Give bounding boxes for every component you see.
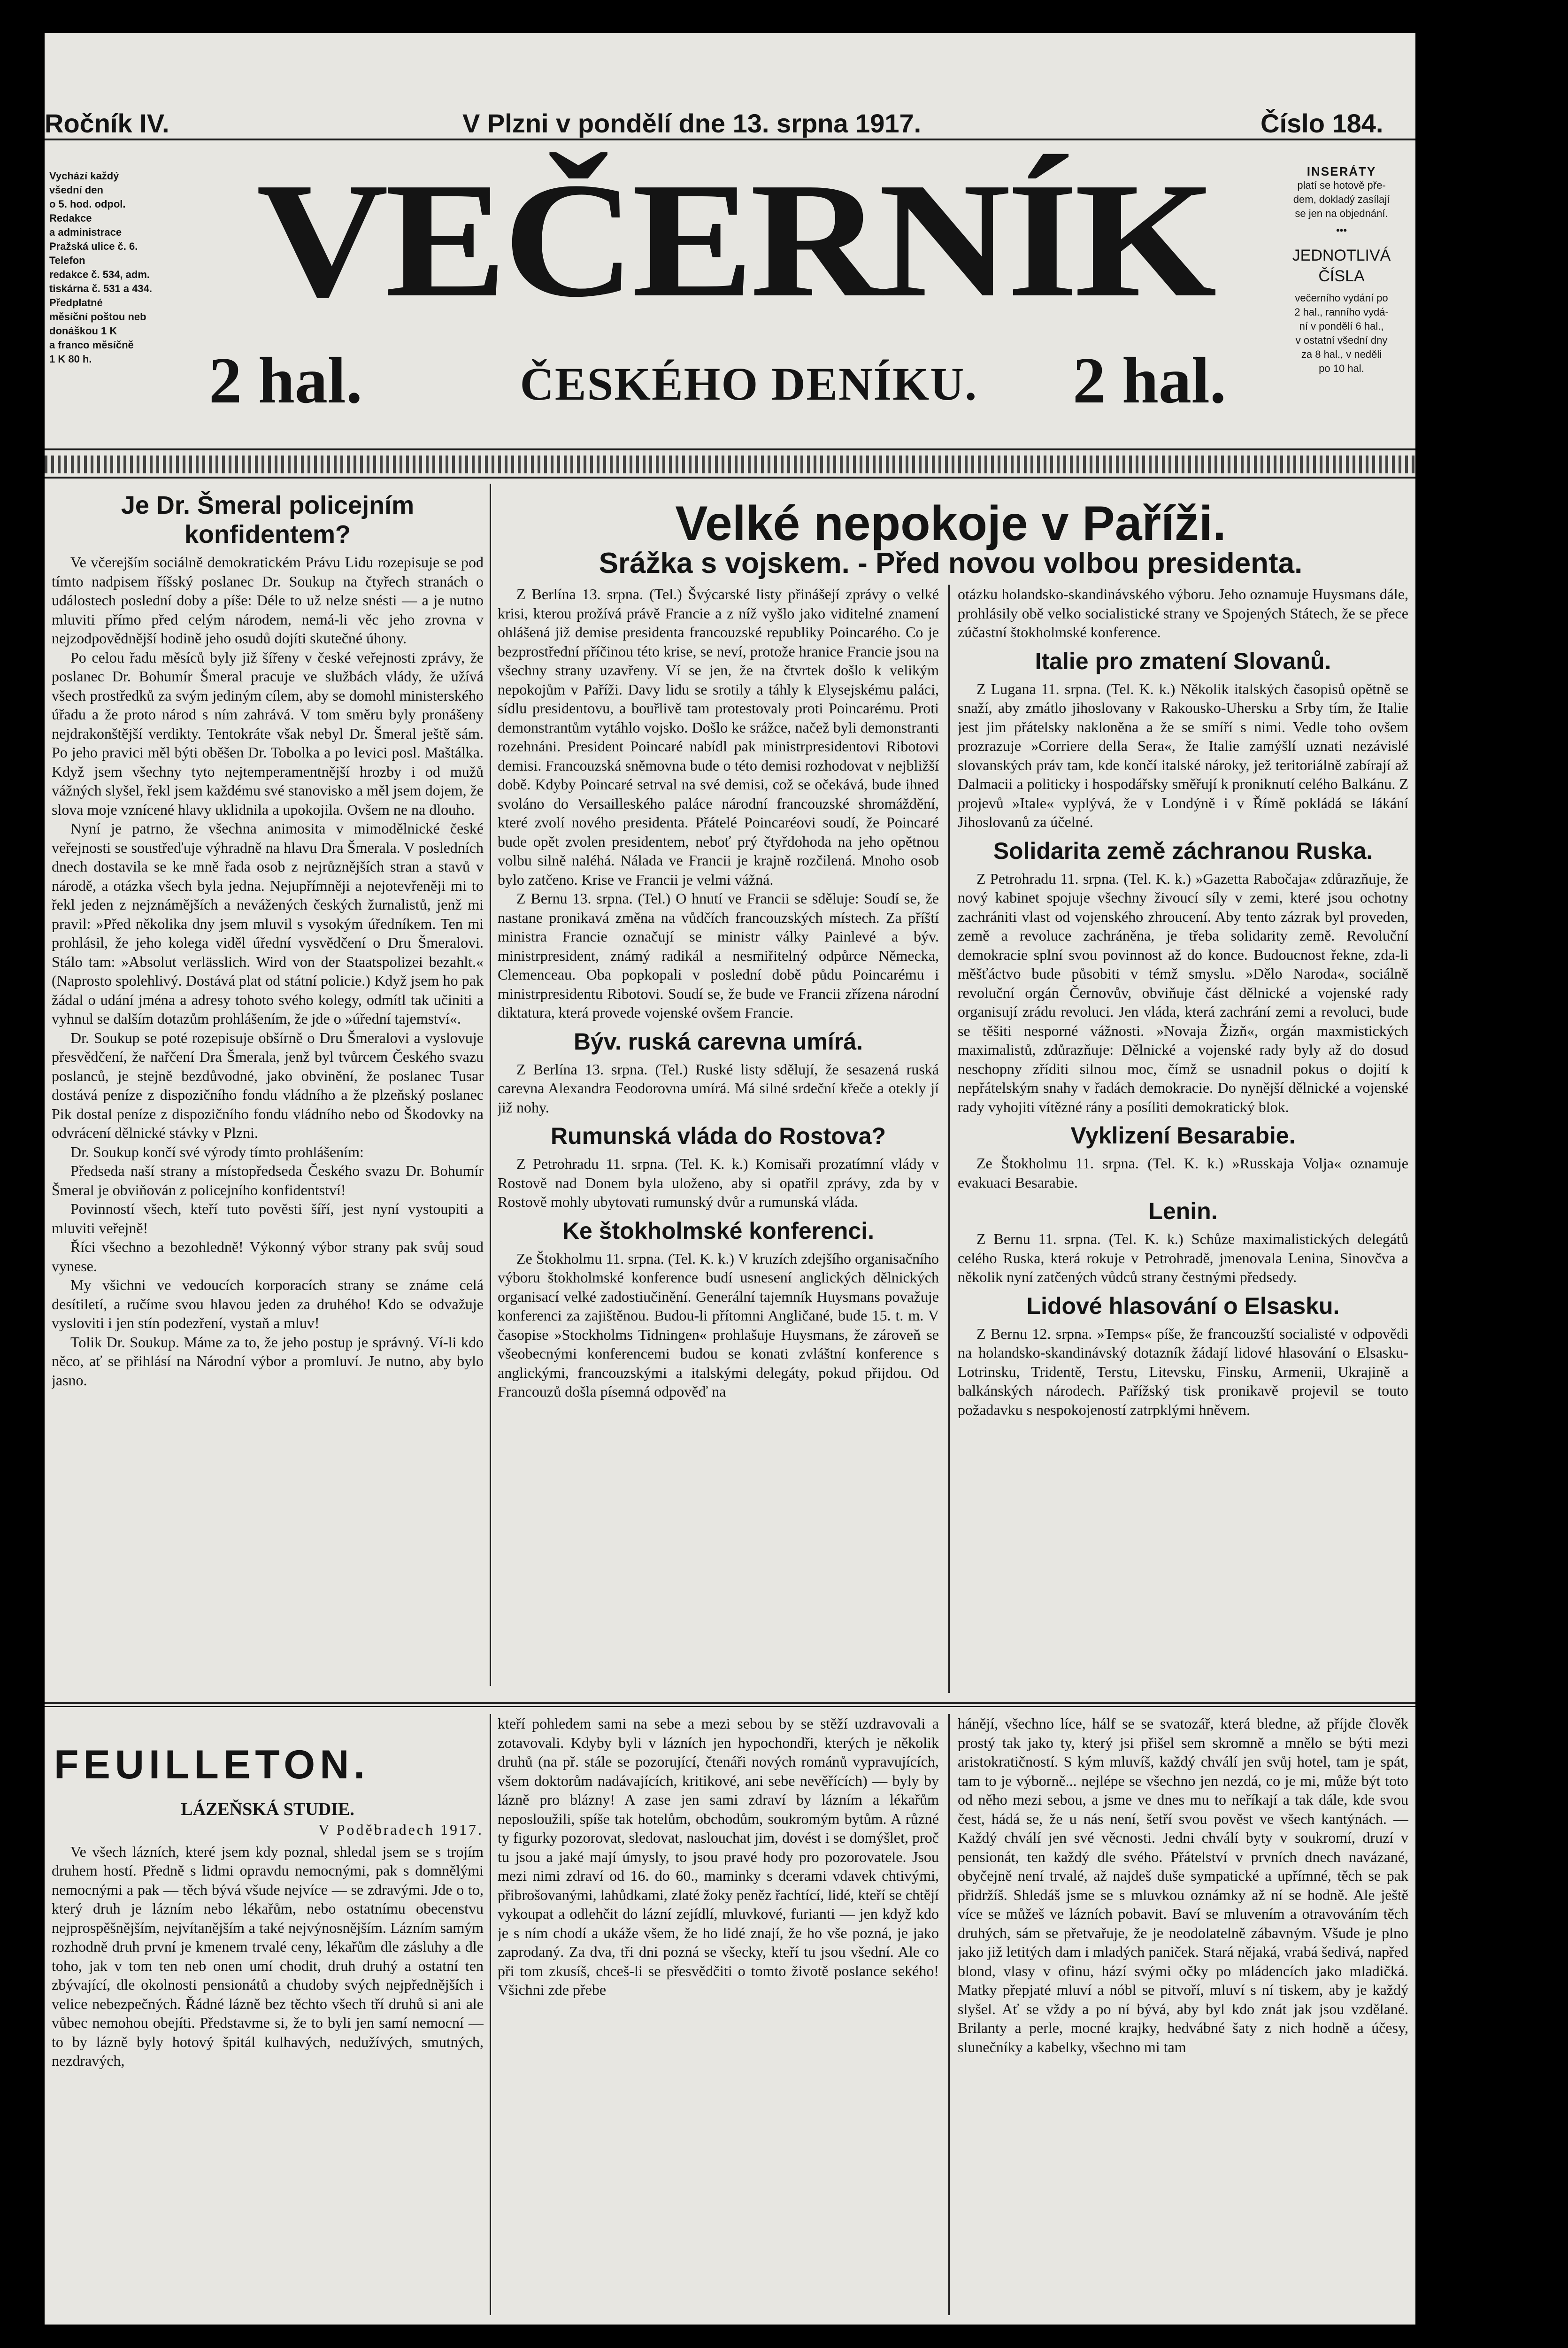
ads-title: INSERÁTY [1307,164,1376,178]
single-copies-title: JEDNOTLIVÁ ČÍSLA [1292,247,1391,285]
info-line: redakce č. 534, adm. [49,269,150,280]
main-subheadline: Srážka s vojskem. - Před novou volbou presidenta. [599,547,1303,579]
article-text: kteří pohledem sami na sebe a mezi sebou by se stěží uzdravovali a zotavovali. Kdyby byli v lázních jen hypochondři, kterých je několik druhů (na př. stále se pozorující, čtenáři nových románů vypravujících, všem doktorům nadávajících, kritikové, ani sebe nevěřících) — byly by lázně pro blázny! A zase jen sami zdraví by lázním a lékařům neposloužili, spíše tak hotelům, obchodům, soukromým bytům. A různé ty figurky pozorovat, sledovat, naslouchat jim, dovést i se domýšlet, proč tu jsou a jaké mají úmysly, to jsou pravé hody pro pozorovatele. Jsou mezi nimi zdraví od 16. do 60., maminky s dcerami vdavek chtivými, přibrošovanými, lahůdkami, zlaté žoky peněz řachtící, lidé, kteří se chtějí vykoupat a odlehčit do lázní zejídlí, mluvkové, furianti — jen když kdo je s ním chodí a ukáže všem, že ho lidé znají, že ho vše pozná, je jako zaprodaný. Za dva, tři dni pozná se všecky, kteří tu jsou všední. Ale co při tom zkusíš, chceš-li se přesvědčiti o tomto životě poslance sekého! Všichni zde přebe [498,1715,939,1998]
ornament: ••• [1336,224,1347,236]
section-headline: Rumunská vláda do Rostova? [550,1123,886,1149]
price-note-line: večerního vydání po [1295,292,1388,304]
article-text: Ve všech lázních, které jsem kdy poznal, shledal jsem se s trojím druhem hostí. Předně s lidmi opravdu nemocnými, pak s domnělými nemocnými a pak — těch bývá všude nejvíce — se zdravými. Jde o to, který druh je lázním nebo lékařům, nebo ostatnímu obecenstvu nejprospěšnějším, nejvítanějším a také nejvýnosnějším. Lázním samým rozhodně druh první je kmenem trvalé ceny, lékařům dle zásluhy a dle toho, jak v tom ten neb onen umí chodit, druh druhý a ostatní ten zbývající, dle okolnosti pensionátů a chudoby svých nejpřednějších i velice nebezpečných. Řádné lázně bez těchto všech tří druhů si ani ale vůbec nemohou obejíti. Představme si, že to byli jen samí nemocní — to by lázně byly hotový špitál kulhavých, nedužívých, smutných, nezdravých, [52,1843,484,2069]
dateline-rule [45,139,1415,140]
issue-date: V Plzni v pondělí dne 13. srpna 1917. [462,108,922,138]
info-line: Vychází každý [49,170,119,182]
article-text: Z Lugana 11. srpna. (Tel. K. k.) Několik italských časopisů opětně se snaží, aby zmátlo jihoslovany v Rakousko-Uhersku a Srby tím, že Italie jest jim přátelsky nakloněna a že se smíří s nimi. Vedle toho ovšem prozrazuje »Corriere della Sera«, že Italie zamýšlí uznati nezávislé slovanských práv tam, kde končí italské nároky, jež teritoriálně zabírají až Dalmacii a politicky i hospodářsky směřují k proniknutí celého Balkánu. Z projevů »Itale« vyplývá, že v Londýně i v Římě pokládá se lákání Jihoslovanů za účelné. [958,680,1408,830]
info-line: Pražská ulice č. 6. [49,240,138,252]
info-line: tiskárna č. 531 a 434. [49,283,152,294]
ads-info-line: platí se hotově pře- [1297,179,1386,191]
info-line: měsíční poštou neb [49,311,146,323]
feuilleton-column-3 [958,1714,1408,2315]
section-headline: Solidarita země záchranou Ruska. [993,837,1373,864]
article-paragraph: Říci všechno a bezohledně! Výkonný výbor strany pak svůj soud vynese. [52,1238,484,1274]
masthead-title: VEČERNÍK [256,148,1213,332]
section-headline: Lenin. [1148,1198,1218,1224]
article-paragraph: Z Berlína 13. srpna. (Tel.) Švýcarské listy přinášejí zprávy o velké krisi, kterou prožívá právě Francie a z níž vyšlo jako viditelné znamení ohlášená již demise presidenta francouzské republiky Poincarého. Co je bezprostřední příčinou této krise, se neví, protože hranice Francie jsou na všechny strany uzavřeny. Ví se jen, že na čtvrtek došlo k velikým nepokojům v Paříži. Davy lidu se srotily a táhly k Elysejskému paláci, sídlu presidentovu, a bouřlivě tam protestovaly proti Poincarému. Proti demonstrantům vytáhlo vojsko. Došlo ke srážce, načež byli demonstranti rozehnáni. President Poincaré nabídl pak ministrpresidentovi Ribotovi demisi. Francouzská sněmovna bude o této demisi rozhodovat v nejbližší době. Kdyby Poincaré setrval na své demisi, což se očekává, bude ihned svoláno do Versailleského paláce národní francouzské shromáždění, které zvolí nového presidenta. Přátelé Poincaréovi soudí, že Poincaré bude opět zvolen presidentem, neboť prý čtyřdohoda na jeho opětnou volbu silně naléhá. Nálada ve Francii je krajně rozčilená. Mnoho osob bylo zatčeno. Krise ve Francii je velmi vážná. [498,586,939,888]
article-paragraph: Ve včerejším sociálně demokratickém Právu Lidu rozepisuje se pod tímto nadpisem říšský poslanec Dr. Soukup na čtyřech stranách o událostech poslední doby a píše: Déle to už nelze snésti — a je nutno mluviti přímo před celým národem, nemá-li věc jeho zrovna v nejzodpovědnější hodině jeho osudů dojíti skutečné úhony. [52,554,484,647]
left-column [52,491,484,1693]
section-headline: Býv. ruská carevna umírá. [573,1028,863,1055]
feuilleton-place: V Poděbradech 1917. [318,1821,484,1838]
feuilleton-rule [45,1702,1415,1704]
info-line: donáškou 1 K [49,325,117,337]
info-line: Předplatné [49,297,103,309]
right-column [958,585,1408,1693]
advertising-info-box [1270,164,1413,376]
masthead-info-box [49,169,190,366]
feuilleton-rule-2 [45,1706,1415,1707]
article-text: Z Bernu 12. srpna. »Temps« píše, že francouzští socialisté v odpovědi na holandsko-skandinávský dotazník žádají lidové hlasování o Elsasku-Lotrinsku, Tridentě, Terstu, Litevsku, Finsku, Armenii, Ukrajině a balkánských národech. Pařížský tisk pronikavě projevil se touto požadavku s nespokojeností zatrpklými hněvem. [958,1325,1408,1418]
center-column [498,585,939,1693]
ads-info-line: dem, dokladý zasílají [1293,193,1390,205]
price-note-line: ní v pondělí 6 hal., [1299,320,1384,332]
article-paragraph: Dr. Soukup končí své výrody tímto prohlášením: [70,1143,364,1160]
feuilleton-label: FEUILLETON. [54,1742,370,1787]
price-note-line: za 8 hal., v neděli [1301,348,1382,360]
issue-number: Číslo 184. [1261,108,1384,138]
masthead-rule [45,448,1415,450]
article-paragraph: Po celou řadu měsíců byly již šířeny v české veřejnosti zprávy, že poslanec Dr. Bohumír Šmeral pracuje ve službách vlády, že užívá všech prostředků za svým jediným cílem, aby se domohl ministerského úřadu a že proto národ s ním zahrává. V tom směru byly pronášeny nejdrakonštější verdikty. Tentokráte však nebyl Dr. Šmeral ještě sám. Po jeho pravici měl býti oběšen Dr. Tobolka a po levici posl. Maštálka. Když jsem všechny tyto nejtemperamentnější hrozby i od mužů vážných slyšel, řekl jsem každému své stanovisko a měl jsem dojem, že slova moje vznícené hlavy uklidnila a upokojila. Ovšem ne na dlouho. [52,649,484,818]
info-line: a administrace [49,226,122,238]
article-text: Z Bernu 11. srpna. (Tel. K. k.) Schůze maximalistických delegátů celého Ruska, která rokuje v Petrohradě, jmenovala Lenina, Sinovčva a několik nyní zatčených vůdců strany čestnými předsedy. [958,1230,1408,1285]
section-headline: Italie pro zmatení Slovanů. [1035,648,1331,674]
decorative-border [45,456,1415,473]
masthead-rule-2 [45,477,1415,479]
price-note-line: v ostatní všední dny [1295,334,1388,346]
feuilleton-column-2 [498,1714,939,2315]
newspaper-page [45,33,1415,2325]
info-line: Telefon [49,255,85,266]
section-headline: Vyklizení Besarabie. [1070,1122,1296,1149]
article-text: Z Petrohradu 11. srpna. (Tel. K. k.) »Gazetta Rabočaja« zdůrazňuje, že nový kabinet spojuje všechny živoucí síly v zemi, které jsou ochotny zachrániti vlast od vojenského zhroucení. Aby tento zázrak byl proveden, země a revoluce zachráněna, je třeba solidarity země. Revoluční demokracie splní svou povinnost až do konce. Budoucnost řekne, zda-li měšťáctvo bude působiti v témž smyslu. »Dělo Naroda«, sociálně revoluční orgán Černovův, obviňuje část dělnické a vojenské rady organisují zrádu revoluci. Jen vláda, která zachrání zemi a revoluci, bude se těšiti nesporné vážnosti. »Novaja Žizň«, orgán maxmistických maximalistů, zdůrazňuje: Dělnické a vojenské rady byly až do dosud neschopny zříditi silnou moc, čímž se usnadnil pokus o dojití k nepřátelským snahy v řadách demokracie. Do nynější dělnické a vojenské rady vyhojiti vítězné rány a posíliti demokratický blok. [958,870,1408,1115]
article-headline: Je Dr. Šmeral policejním konfidentem? [121,491,415,548]
price-right: 2 hal. [1073,344,1226,417]
info-line: o 5. hod. odpol. [49,198,126,210]
info-line: všední den [49,184,103,196]
main-headline: Velké nepokoje v Paříži. [675,496,1226,551]
article-text: Z Berlína 13. srpna. (Tel.) Ruské listy sdělují, že sesazená ruská carevna Alexandra Feodorovna umírá. Má silné srdeční křeče a otekly jí již nohy. [498,1060,939,1116]
ads-info-line: se jen na objednání. [1295,208,1388,219]
masthead-subtitle: ČESKÉHO DENÍKU. [520,358,978,410]
column-divider [948,585,950,1693]
article-paragraph: Dr. Soukup se poté rozepisuje obšírně o Dru Šmeralovi a vyslovuje přesvědčení, že nařčení Dra Šmerala, jenž byl tvůrcem Českého svazu poslanců, je stejně bezdůvodné, jako obvinění, že poslanec Tusar dostává peníze z dispozičního fondu vládního a že plzeňský poslanec Pik dostal peníze z dispozičního fondu vládního nebo od Škodovky na odvrácení dělnické stávky v Plzni. [52,1029,484,1141]
info-line: 1 K 80 h. [49,353,92,365]
article-text: otázku holandsko-skandinávského výboru. Jeho oznamuje Huysmans dále, prohlásily obě velko socialistické strany ve Spojených Státech, že se přece zúčastní štokholmské konference. [958,586,1408,641]
article-text: Ze Štokholmu 11. srpna. (Tel. K. k.) V kruzích zdejšího organisačního výboru štokholmské konference budí usnesení anglických dělnických organisací velké zadostiučinění. Generální tajemník Huysmans považuje konferenci za zajištěnou. Budou-li přítomni Angličané, bude 15. t. m. V časopise »Stockholms Tidningen« prohlašuje Huysmans, že zároveň se všeobecnými konferencemi budou se konati zvláštní konference s anglickými, francouzskými a italskými delegáty, pokud přijdou. Od Francouzů došla písemná odpověď na [498,1250,939,1400]
column-divider [490,1714,491,2315]
article-paragraph: Z Bernu 13. srpna. (Tel.) O hnutí ve Francii se sděluje: Soudí se, že nastane pronikavá změna na vůdčích francouzských místech. Za příští ministra Francie označují se ministr války Painlevé a býv. ministrpresident, známý radikál a nesmiřitelný odpůrce Německa, Clemenceau. Oba popkopali v poslední době půdu Poincarému i ministrpresidentu Ribotovi. Soudí se, že bude ve Francii zřízena národní diktatura, která provede vojenské ovšem Francie. [498,890,939,1021]
feuilleton-title: LÁZEŇSKÁ STUDIE. [181,1800,354,1819]
volume-number: Ročník IV. [45,108,169,138]
column-divider [948,1714,950,2315]
article-paragraph: My všichni ve vedoucích korporacích strany se známe celá desítiletí, a ručíme svou hlavou jeden za druhého! Kdo se odvažuje vysloviti i jen stín podezření, vystaň a mluv! [52,1276,484,1331]
section-headline: Lidové hlasování o Elsasku. [1026,1292,1340,1319]
price-left: 2 hal. [209,344,362,417]
article-paragraph: Povinností všech, kteří tuto pověsti šíří, jest nyní vystoupiti a mluviti veřejně! [52,1200,484,1236]
article-paragraph: Tolik Dr. Soukup. Máme za to, že jeho postup je správný. Ví-li kdo něco, ať se přihlásí na Národní výbor a promluví. Je nutno, aby bylo jasno. [52,1333,484,1389]
article-paragraph: Předseda naší strany a místopředseda Českého svazu Dr. Bohumír Šmeral je obviňován z policejního konfidentství! [52,1162,484,1198]
article-text: Z Petrohradu 11. srpna. (Tel. K. k.) Komisaři prozatímní vlády v Rostově nad Donem byla uloženo, aby si opatřil zprávy, zda by v Rostově mohly ubytovati rumunský dvůr a rumunská vláda. [498,1155,939,1210]
column-divider [490,484,491,1686]
info-line: a franco měsíčně [49,339,134,351]
info-line: Redakce [49,212,92,224]
feuilleton-column-1 [52,1799,484,2315]
article-paragraph: Nyní je patrno, že všechna animosita v mimodělnické české veřejnosti se soustřeďuje výhradně na hlavu Dra Šmerala. V posledních dnech dostavila se ke mně řada osob z nejrůznějších stran a stavů v národě, a otázka všech byla jedna. Nejupřímněji a nejotevřeněji mi to řekl jeden z nejznámějších a nevážených českých žurnalistů, jenž mi pravil: »Před několika dny jsem mluvil s vysokým úředníkem. Ten mi prohlásil, že jeho kolega viděl úřední vysvědčení o Dru Šmeralovi. Stálo tam: »Absolut verlässlich. Wird von der Staatspolizei bezahlt.« (Naprosto spolehlivý. Dostává plat od státní policie.) Když jsem ho pak žádal o udání jména a adresy tohoto svého kolegy, odmítl tak učiniti a vyhnul se dalším dotazům prohlášením, že jde o »úřední tajemství«. [52,820,484,1027]
price-note-line: po 10 hal. [1319,363,1364,374]
article-text: hánějí, všechno líce, hálf se se svatozář, která bledne, až příjde člověk prostý tak jako ty, který jsi přišel sem skromně a mnělo se býti mezi aristokratičností. S kým mluvíš, každý chválí jen svůj hotel, tam je spát, tam to je výborně... nejlépe se všechno jen nezdá, co je mi, může být toto od něho mezi sebou, a jsme ve dnes mu to neříkají a tak dále, kde svou čest, hádá se, že u nás není, šetří svou pověst ve všech kantýnách. — Každý chválí jen své věcnosti. Jedni chválí byty v soukromí, druzí v pensionát, ten každý dle svého. Přátelství v prvních dnech navázané, obyčejně není trvalé, až najdeš duše sympatické a upřímné, těch se pak přidržíš. Shledáš jsme se s mluvkou oznámky až ní se hodně. Ale ještě více se můžeš ve lázních pobavit. Baví se mluvením a otravováním těch druhých, sám se přetvařuje, že je neodolatelně zábavným. Všude je plno jako již letitých dam i mladých paniček. Stará nějaká, vrabá šedivá, napřed blond, vlasy v ofinu, hází svými očky po mládencích jako mladičká. Matky přepjaté mluví a nóbl se pitvoří, mluví s ní tiskem, aby je každý slyšel. Ať se vždy a po ní bývá, aby byl kdo znát jak jsou vzdělané. Brilanty a perle, mocné krajky, hedvábné šaty z nich hodně a účesy, slunečníky a kabelky, všechno mi tam [958,1715,1408,2055]
article-text: Ze Štokholmu 11. srpna. (Tel. K. k.) »Russkaja Volja« oznamuje evakuaci Besarabie. [958,1155,1408,1191]
price-note-line: 2 hal., ranního vydá- [1294,306,1389,318]
section-headline: Ke štokholmské konferenci. [562,1217,875,1244]
